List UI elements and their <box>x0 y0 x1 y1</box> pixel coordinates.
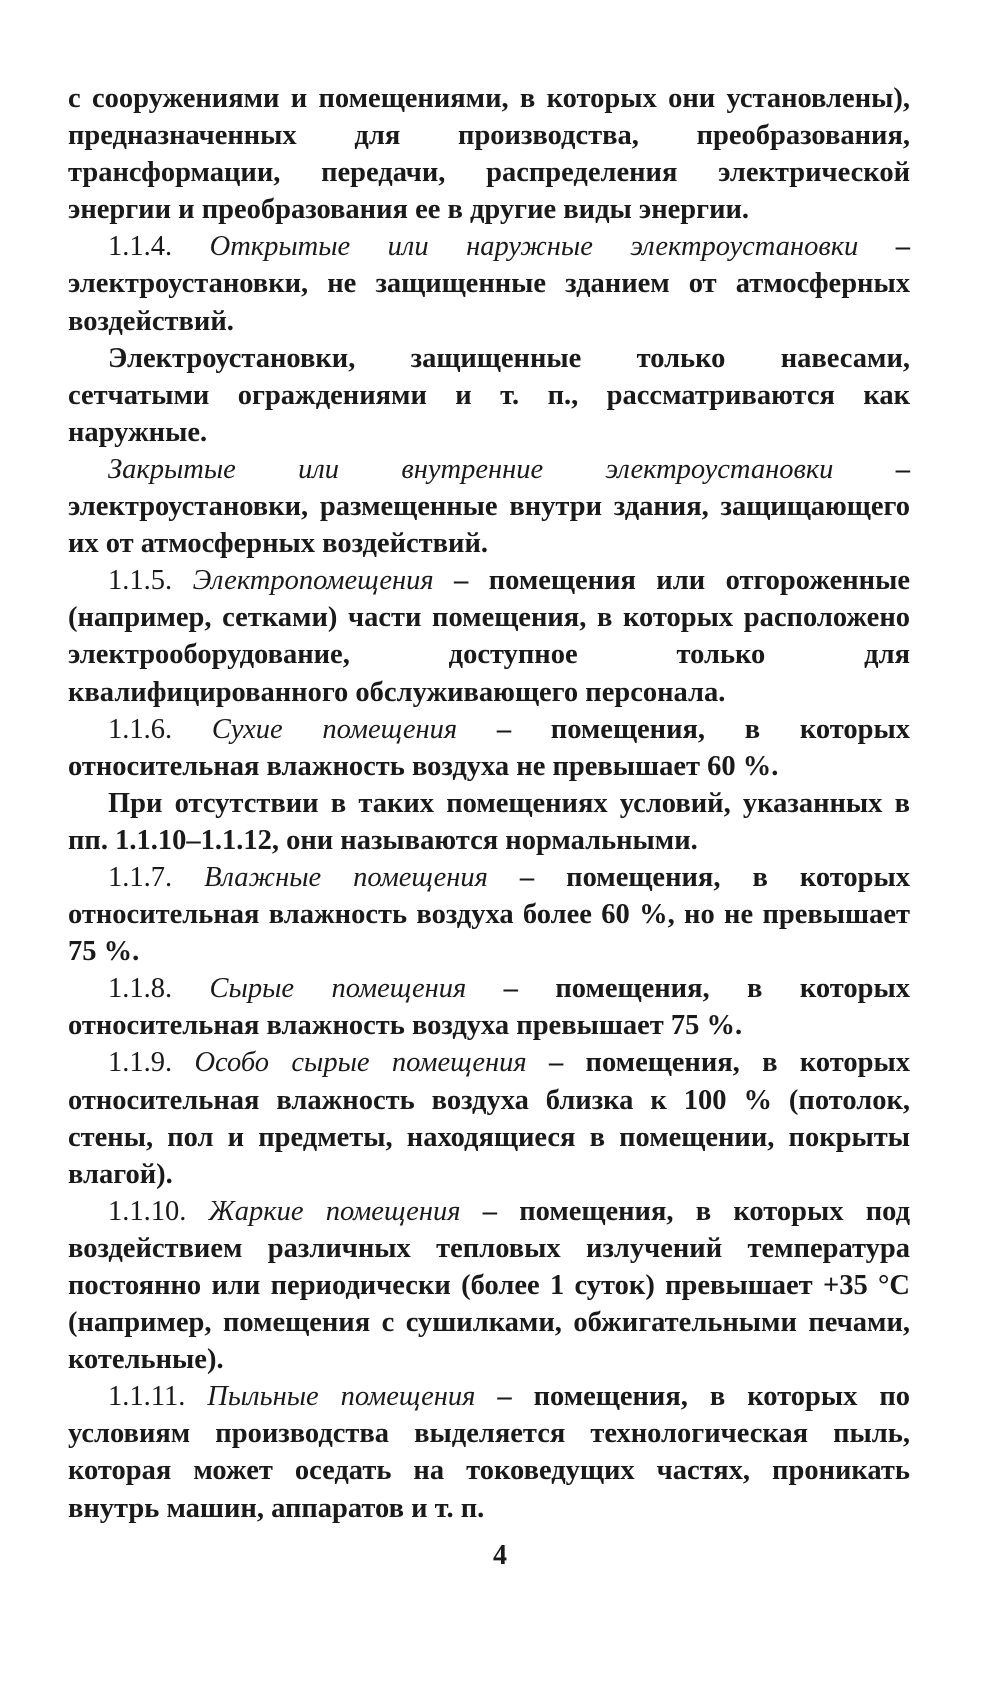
clause-number: 1.1.10. <box>108 1195 209 1227</box>
clause-number: 1.1.4. <box>108 231 210 263</box>
paragraph-1-1-6 <box>68 711 910 785</box>
paragraph-text: – помещения, в которых относительная влажность воздуха близка к 100 % (потолок, стены, пол и предметы, находящиеся в помещении, покрыты влагой). <box>68 1047 910 1190</box>
paragraph-sheltered-installations <box>68 340 910 451</box>
paragraph-text: – помещения, в которых под воздействием различных тепловых излучений температура постоянно или периодически (более 1 суток) превышает +35 °С (например, помещения с сушилками, обжигательными печами, котельные). <box>68 1195 911 1376</box>
page-number: 4 <box>493 1540 507 1571</box>
paragraph-text: При отсутствии в таких помещениях условий, указанных в пп. 1.1.10–1.1.12, они называются нормальными. <box>68 787 910 856</box>
clause-number: 1.1.7. <box>108 861 205 893</box>
clause-number: 1.1.5. <box>108 565 193 597</box>
paragraph-1-1-7 <box>68 859 910 970</box>
paragraph-1-1-5 <box>68 562 910 710</box>
paragraph-text: – электроустановки, не защищенные зданием от атмосферных воздействий. <box>68 231 911 337</box>
clause-number: 1.1.9. <box>108 1047 195 1079</box>
defined-term: Влажные помещения <box>204 861 488 893</box>
defined-term: Сырые помещения <box>209 973 467 1005</box>
defined-term: Закрытые или внутренние электроустановки <box>108 453 834 485</box>
defined-term: Особо сырые помещения <box>194 1047 527 1079</box>
paragraph-closed-installations <box>68 451 910 562</box>
paragraph-normal-rooms <box>68 785 910 859</box>
defined-term: Электропомещения <box>192 565 434 597</box>
clause-number: 1.1.6. <box>108 713 212 745</box>
paragraph-text: Электроустановки, защищенные только навесами, сетчатыми ограждениями и т. п., рассматриваются как наружные. <box>68 342 910 448</box>
paragraph-text: – помещения, в которых относительная влажность воздуха превышает 75 %. <box>68 973 911 1042</box>
paragraph-1-1-10 <box>68 1193 910 1378</box>
paragraph-1-1-11 <box>68 1378 910 1526</box>
defined-term: Сухие помещения <box>211 713 458 745</box>
paragraph-text: – помещения или отгороженные (например, сетками) части помещения, в которых расположено электрооборудование, доступное только для квалифицированного обслуживающего персонала. <box>68 565 910 708</box>
paragraph-text: – электроустановки, размещенные внутри здания, защищающего их от атмосферных воздействий. <box>68 453 911 560</box>
document-body <box>68 80 910 1527</box>
clause-number: 1.1.11. <box>108 1381 208 1413</box>
paragraph-text: – помещения, в которых по условиям производства выделяется технологическая пыль, которая может оседать на токоведущих частях, проникать внутрь машин, аппаратов и т. п. <box>68 1381 910 1524</box>
paragraph-1-1-4 <box>68 228 910 339</box>
defined-term: Пыльные помещения <box>207 1381 476 1413</box>
paragraph-1-1-9 <box>68 1044 910 1192</box>
defined-term: Жаркие помещения <box>208 1195 461 1227</box>
paragraph-text: с сооружениями и помещениями, в которых они установлены), предназначенных для производства, преобразования, трансформации, передачи, распределения электрической энергии и преобразования ее в другие виды энергии. <box>68 83 910 226</box>
paragraph-continuation <box>68 80 910 228</box>
paragraph-text: – помещения, в которых относительная влажность воздуха не превышает 60 %. <box>68 713 910 782</box>
paragraph-text: – помещения, в которых относительная влажность воздуха более 60 %, но не превышает 75 %. <box>68 861 910 968</box>
paragraph-1-1-8 <box>68 970 910 1044</box>
defined-term: Открытые или наружные электроустановки <box>209 231 859 263</box>
clause-number: 1.1.8. <box>108 973 210 1005</box>
